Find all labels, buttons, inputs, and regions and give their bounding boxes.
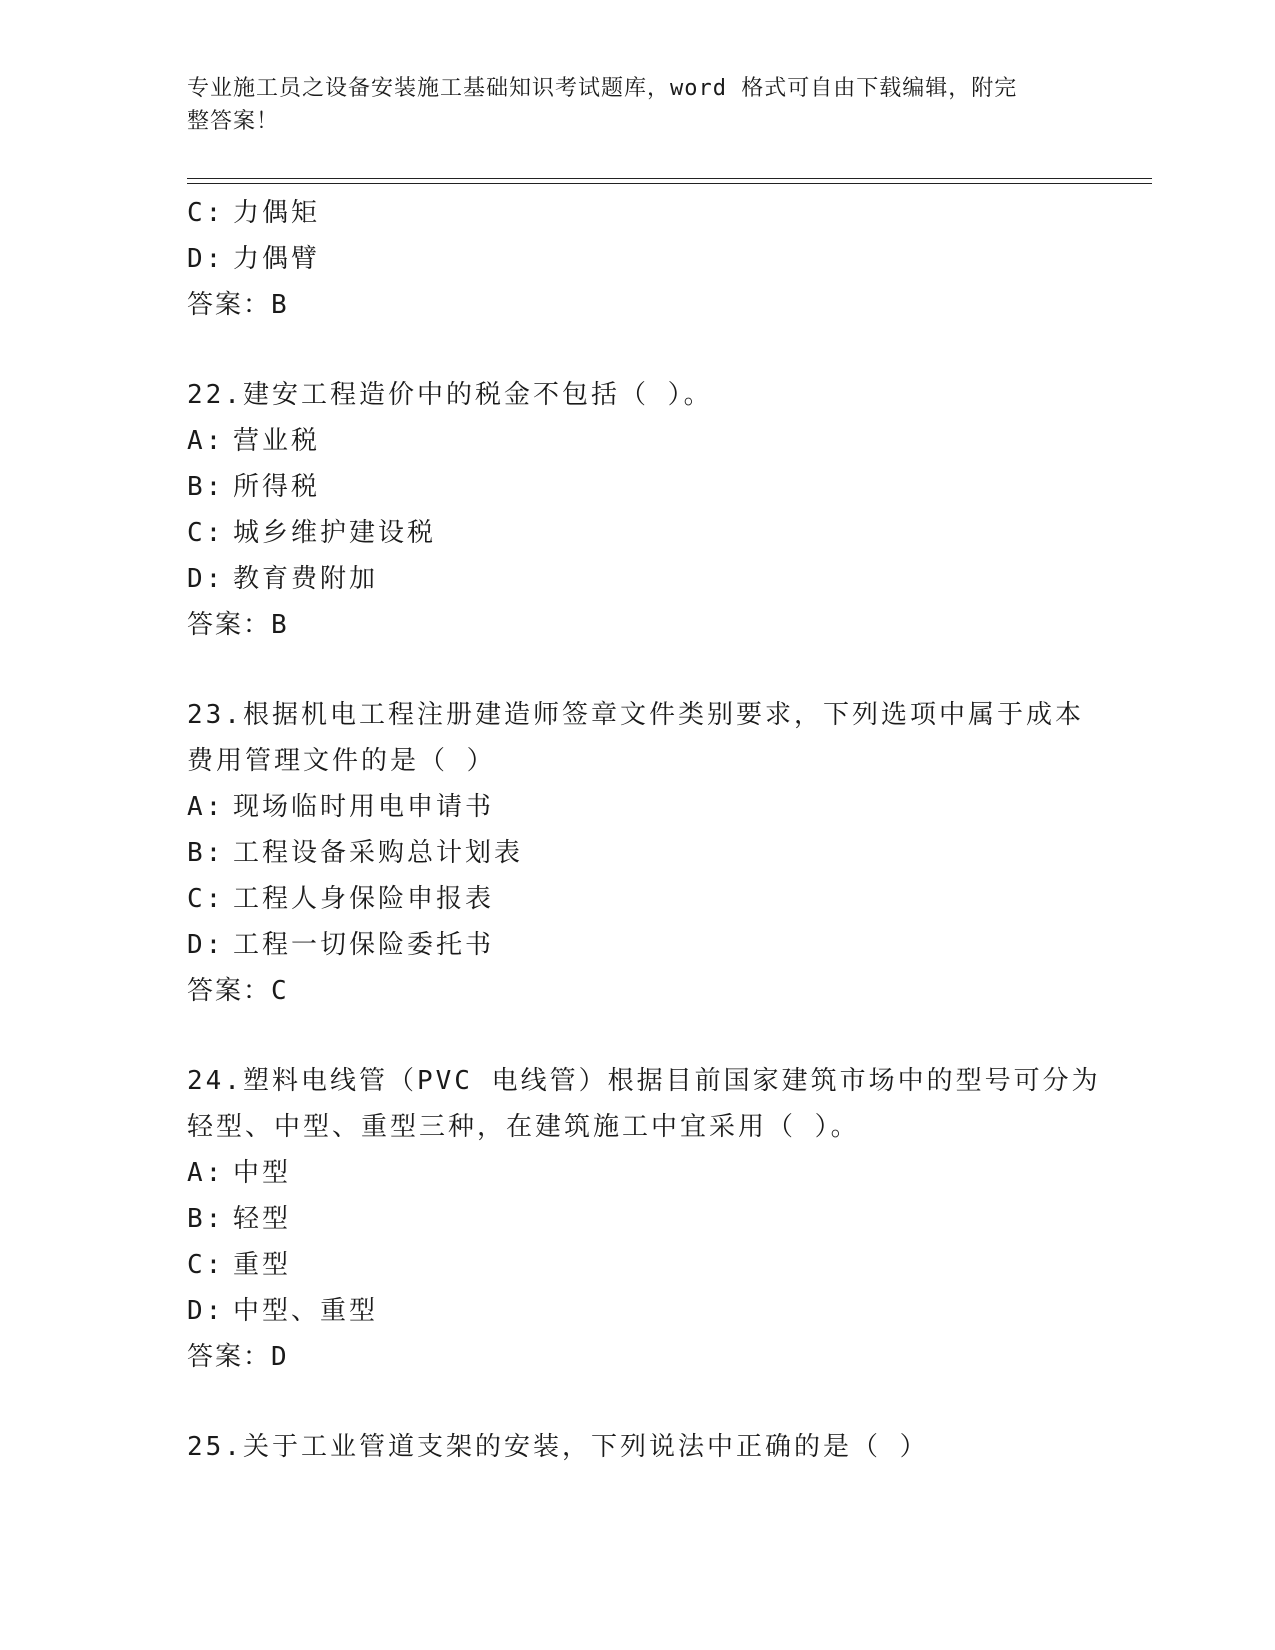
option-text: 城乡维护建设税 [233,518,437,548]
option-c [187,510,1087,556]
option-b [187,464,1087,510]
option-text: 重型 [233,1250,292,1280]
option-text: 轻型 [233,1204,292,1234]
answer-label: 答案： [187,1342,272,1372]
option-text: 现场临时用电申请书 [233,792,495,822]
option-d [187,236,1087,282]
option-text: 工程一切保险委托书 [233,930,495,960]
option-label: A: [187,426,225,456]
answer-label: 答案： [187,610,272,640]
question-22 [187,372,1087,648]
answer-line [187,602,1087,648]
option-a [187,784,1087,830]
answer-label: 答案： [187,976,272,1006]
question-25 [187,1424,1087,1470]
option-text: 力偶臂 [233,244,321,274]
answer-value: B [271,610,289,640]
option-label: A: [187,792,225,822]
question-stem-line-1: 24.塑料电线管（PVC 电线管）根据目前国家建筑市场中的型号可分为 [187,1066,1101,1096]
option-text: 中型 [233,1158,292,1188]
option-label: D: [187,244,225,274]
option-c [187,876,1087,922]
option-d [187,1288,1087,1334]
header-divider-top [187,178,1152,179]
option-c [187,1242,1087,1288]
question-stem-line-2: 费用管理文件的是（ ） [187,746,496,776]
option-label: C: [187,518,225,548]
question-stem: 25.关于工业管道支架的安装，下列说法中正确的是（ ） [187,1432,929,1462]
option-label: C: [187,1250,225,1280]
option-label: C: [187,884,225,914]
option-a [187,418,1087,464]
question-23 [187,692,1087,1014]
option-label: D: [187,1296,225,1326]
answer-value: B [271,290,289,320]
answer-line [187,968,1087,1014]
option-text: 营业税 [233,426,321,456]
answer-value: D [271,1342,289,1372]
option-label: B: [187,1204,225,1234]
option-label: D: [187,564,225,594]
option-text: 所得税 [233,472,321,502]
option-c [187,190,1087,236]
question-21-continued [187,190,1087,328]
header-line-2: 整答案！ [187,109,280,134]
answer-line [187,282,1087,328]
option-b [187,1196,1087,1242]
header-line-1: 专业施工员之设备安装施工基础知识考试题库，word 格式可自由下载编辑，附完 [187,76,1018,101]
question-24 [187,1058,1101,1380]
option-a [187,1150,1087,1196]
option-b [187,830,1087,876]
option-d [187,922,1087,968]
page-header [187,72,1067,138]
option-label: A: [187,1158,225,1188]
question-stem: 22.建安工程造价中的税金不包括（ ）。 [187,380,713,410]
option-label: B: [187,472,225,502]
option-label: D: [187,930,225,960]
option-text: 工程人身保险申报表 [233,884,495,914]
option-label: B: [187,838,225,868]
question-list [187,190,1101,1470]
answer-value: C [271,976,289,1006]
option-text: 工程设备采购总计划表 [233,838,524,868]
answer-line [187,1334,1087,1380]
answer-label: 答案： [187,290,272,320]
option-text: 力偶矩 [233,198,321,228]
question-stem-line-1: 23.根据机电工程注册建造师签章文件类别要求，下列选项中属于成本 [187,700,1084,730]
option-text: 教育费附加 [233,564,379,594]
option-label: C: [187,198,225,228]
header-divider-bottom [187,183,1152,184]
option-d [187,556,1087,602]
question-stem-line-2: 轻型、中型、重型三种，在建筑施工中宜采用（ ）。 [187,1112,860,1142]
option-text: 中型、重型 [233,1296,379,1326]
